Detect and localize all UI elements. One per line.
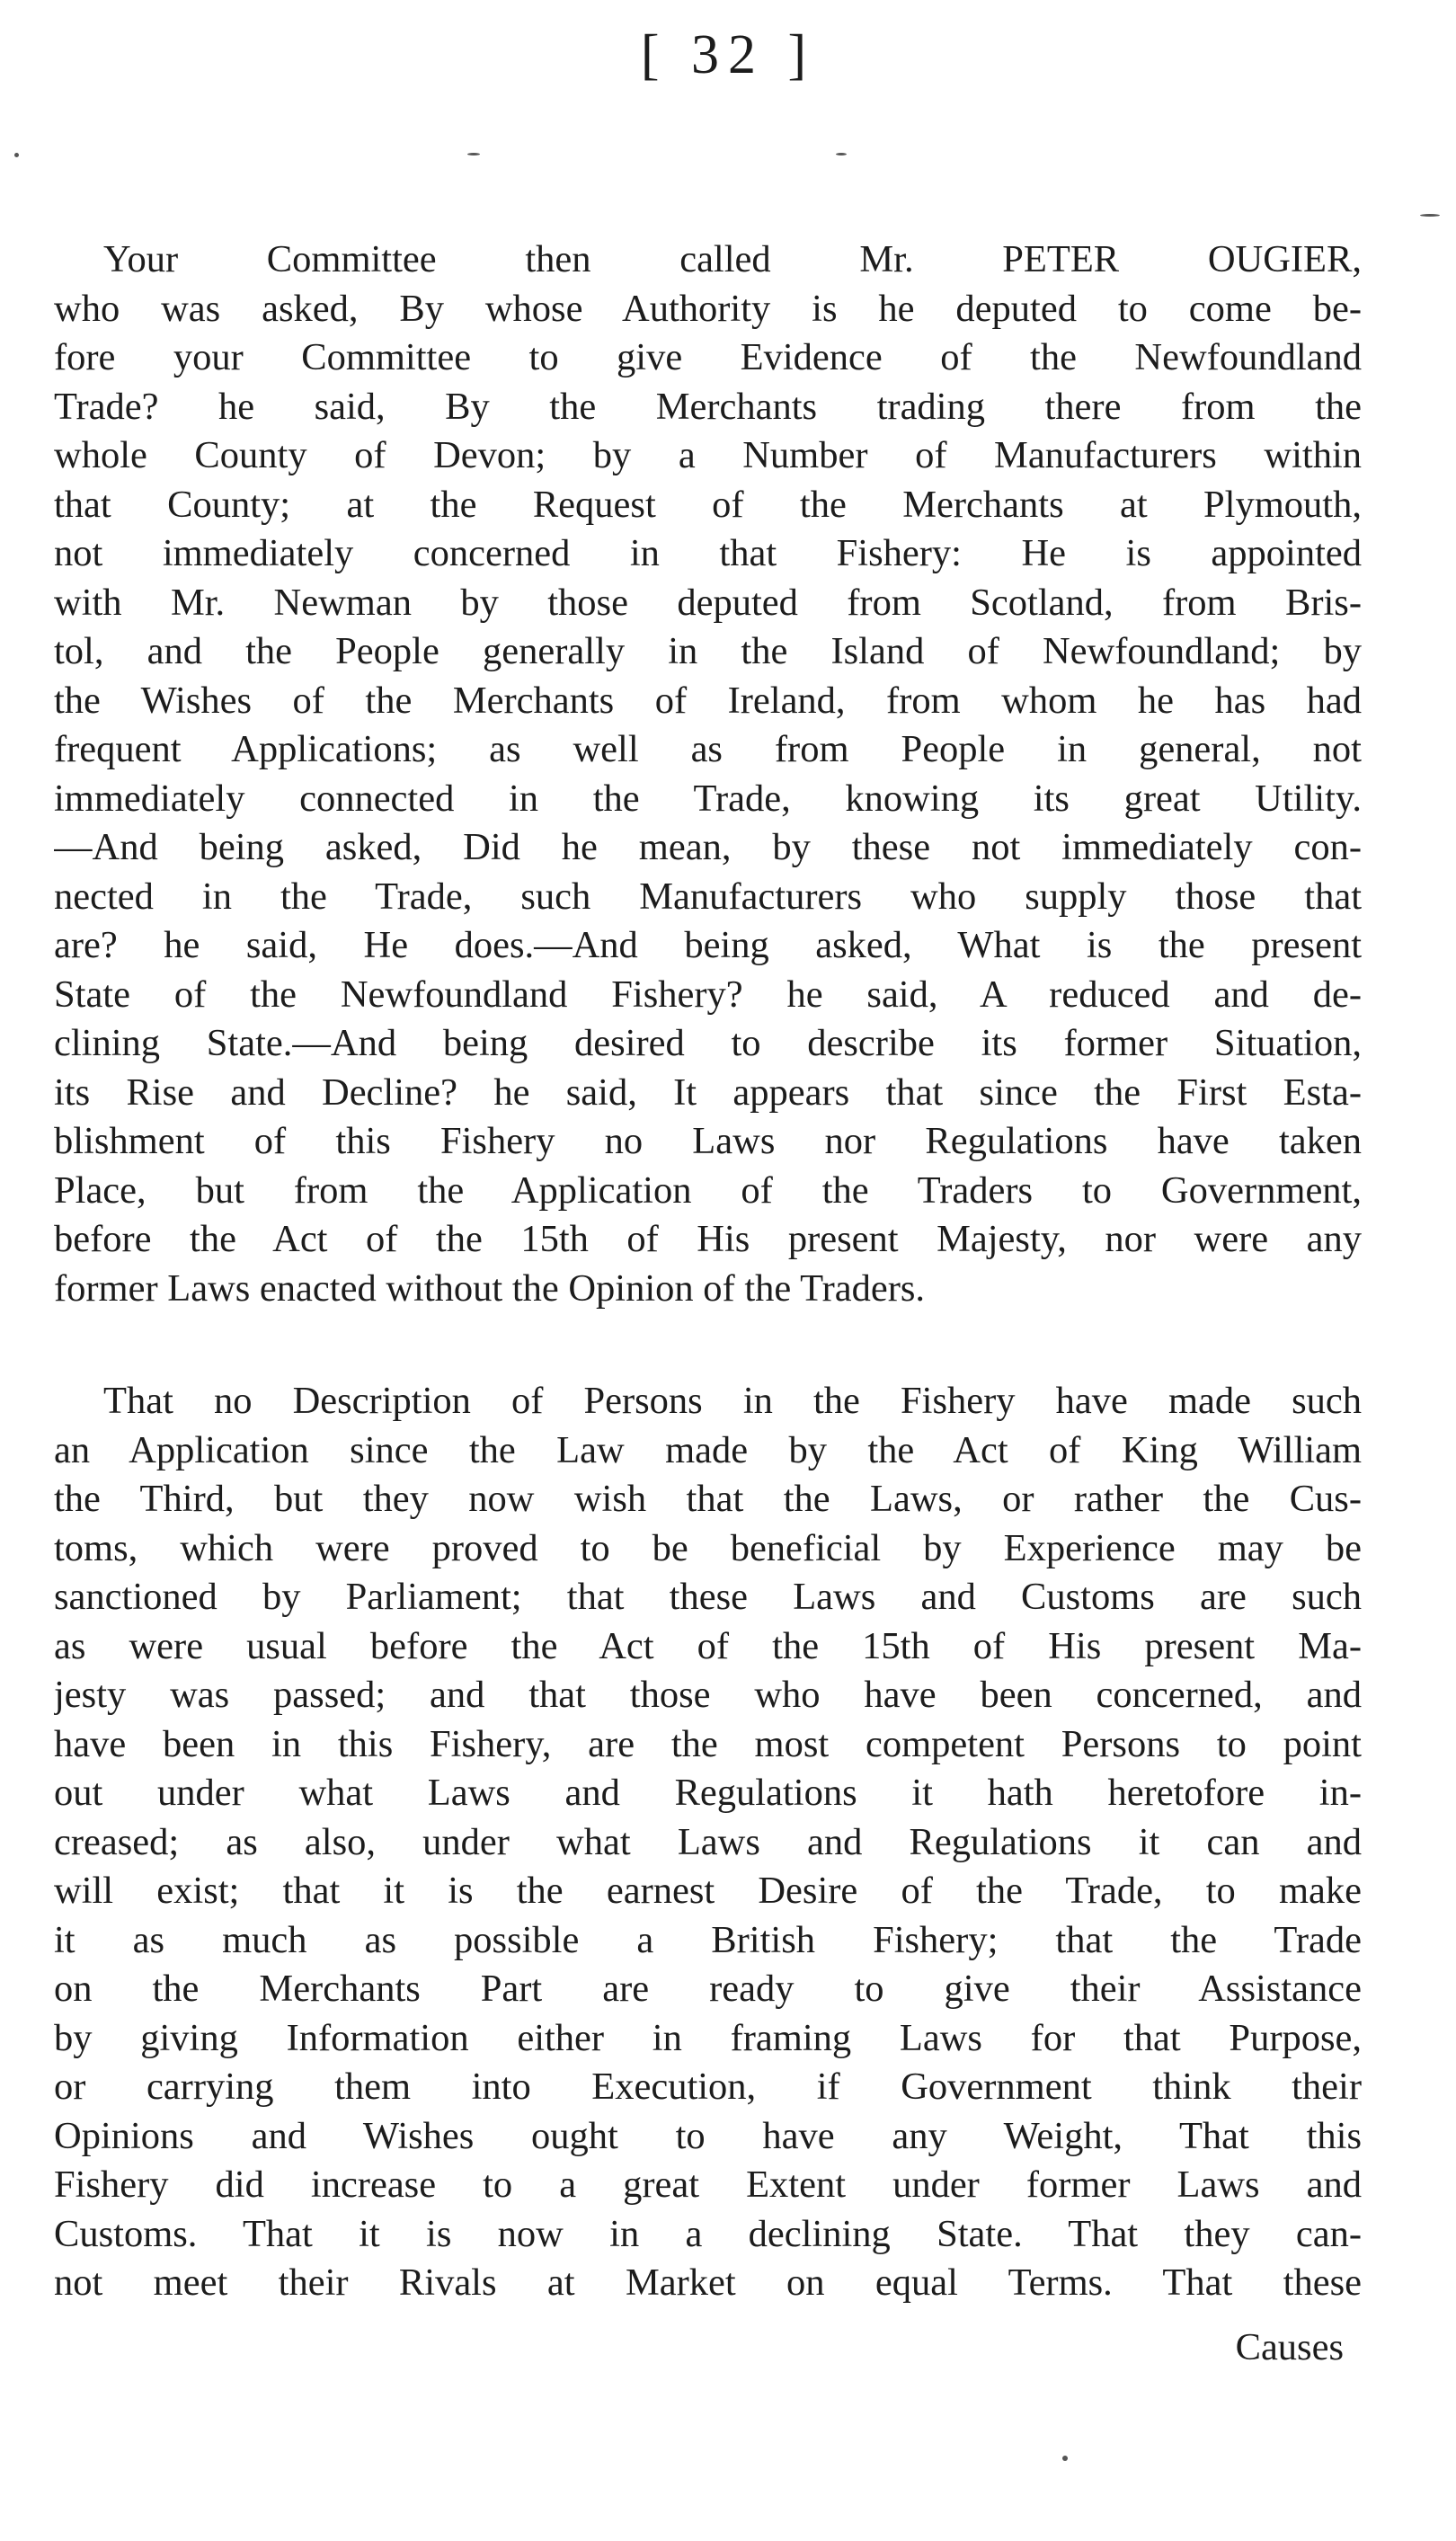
text-line: creased; as also, under what Laws and Regulations it can and: [54, 1820, 1362, 1863]
ink-speck: [467, 153, 480, 155]
ink-speck: [836, 153, 847, 155]
text-line: State of the Newfoundland Fishery? he said, A reduced and de-: [54, 973, 1362, 1016]
text-line: its Rise and Decline? he said, It appears that since the First Esta-: [54, 1071, 1362, 1114]
text-line: Fishery did increase to a great Extent under former Laws and: [54, 2163, 1362, 2206]
text-line: it as much as possible a British Fishery; that the Trade: [54, 1918, 1362, 1961]
text-line: as were usual before the Act of the 15th of His present Ma-: [54, 1624, 1362, 1667]
text-line: toms, which were proved to be beneficial by Experience may be: [54, 1526, 1362, 1569]
text-line: fore your Committee to give Evidence of the Newfoundland: [54, 336, 1362, 378]
text-line: will exist; that it is the earnest Desire of the Trade, to make: [54, 1870, 1362, 1912]
text-line: or carrying them into Execution, if Government think their: [54, 2066, 1362, 2108]
ink-speck: [1420, 214, 1440, 217]
text-line: the Third, but they now wish that the Laws, or rather the Cus-: [54, 1478, 1362, 1520]
text-line: with Mr. Newman by those deputed from Scotland, from Bris-: [54, 581, 1362, 624]
catchword: Causes: [1235, 2326, 1344, 2368]
text-line: immediately connected in the Trade, knowing its great Utility.: [54, 777, 1362, 820]
text-line: Opinions and Wishes ought to have any Weight, That this: [54, 2114, 1362, 2157]
text-line: Your Committee then called Mr. PETER OUGIER,: [103, 238, 1362, 280]
text-line: frequent Applications; as well as from People in general, not: [54, 728, 1362, 770]
text-line: have been in this Fishery, are the most competent Persons to point: [54, 1722, 1362, 1765]
text-line: by giving Information either in framing Laws for that Purpose,: [54, 2016, 1362, 2059]
text-line: Place, but from the Application of the Traders to Government,: [54, 1168, 1362, 1212]
text-line: tol, and the People generally in the Island of Newfoundland; by: [54, 630, 1362, 672]
text-line: Trade? he said, By the Merchants trading there from the: [54, 385, 1362, 428]
text-line: nected in the Trade, such Manufacturers who supply those that: [54, 875, 1362, 918]
text-line: clining State.—And being desired to describe its former Situation,: [54, 1022, 1362, 1064]
text-line: that County; at the Request of the Merchants at Plymouth,: [54, 483, 1362, 526]
text-line: jesty was passed; and that those who have been concerned, and: [54, 1674, 1362, 1716]
text-line: who was asked, By whose Authority is he deputed to come be-: [54, 287, 1362, 330]
paragraph-1: [54, 235, 1362, 1313]
text-line: on the Merchants Part are ready to give their Assistance: [54, 1968, 1362, 2010]
text-line: whole County of Devon; by a Number of Manufacturers within: [54, 434, 1362, 476]
text-line: blishment of this Fishery no Laws nor Regulations have taken: [54, 1120, 1362, 1162]
text-line: an Application since the Law made by the Act of King William: [54, 1428, 1362, 1471]
text-line: —And being asked, Did he mean, by these not immediately con-: [54, 826, 1362, 868]
page-number: [ 32 ]: [640, 24, 816, 85]
text-line: sanctioned by Parliament; that these Laws and Customs are such: [54, 1576, 1362, 1618]
text-line: not meet their Rivals at Market on equal Terms. That these: [54, 2261, 1362, 2304]
paragraph-2: [54, 1377, 1362, 2308]
text-line: before the Act of the 15th of His present Majesty, nor were any: [54, 1218, 1362, 1260]
ink-speck: [1062, 2456, 1068, 2461]
text-line: former Laws enacted without the Opinion of the Traders.: [54, 1266, 926, 1310]
text-line: not immediately concerned in that Fishery: He is appointed: [54, 532, 1362, 574]
ink-speck: [14, 153, 19, 157]
text-line: out under what Laws and Regulations it hath heretofore in-: [54, 1772, 1362, 1814]
text-line: are? he said, He does.—And being asked, What is the present: [54, 924, 1362, 966]
text-line: Customs. That it is now in a declining State. That they can-: [54, 2212, 1362, 2255]
text-line: That no Description of Persons in the Fishery have made such: [103, 1380, 1362, 1422]
text-line: the Wishes of the Merchants of Ireland, from whom he has had: [54, 679, 1362, 722]
